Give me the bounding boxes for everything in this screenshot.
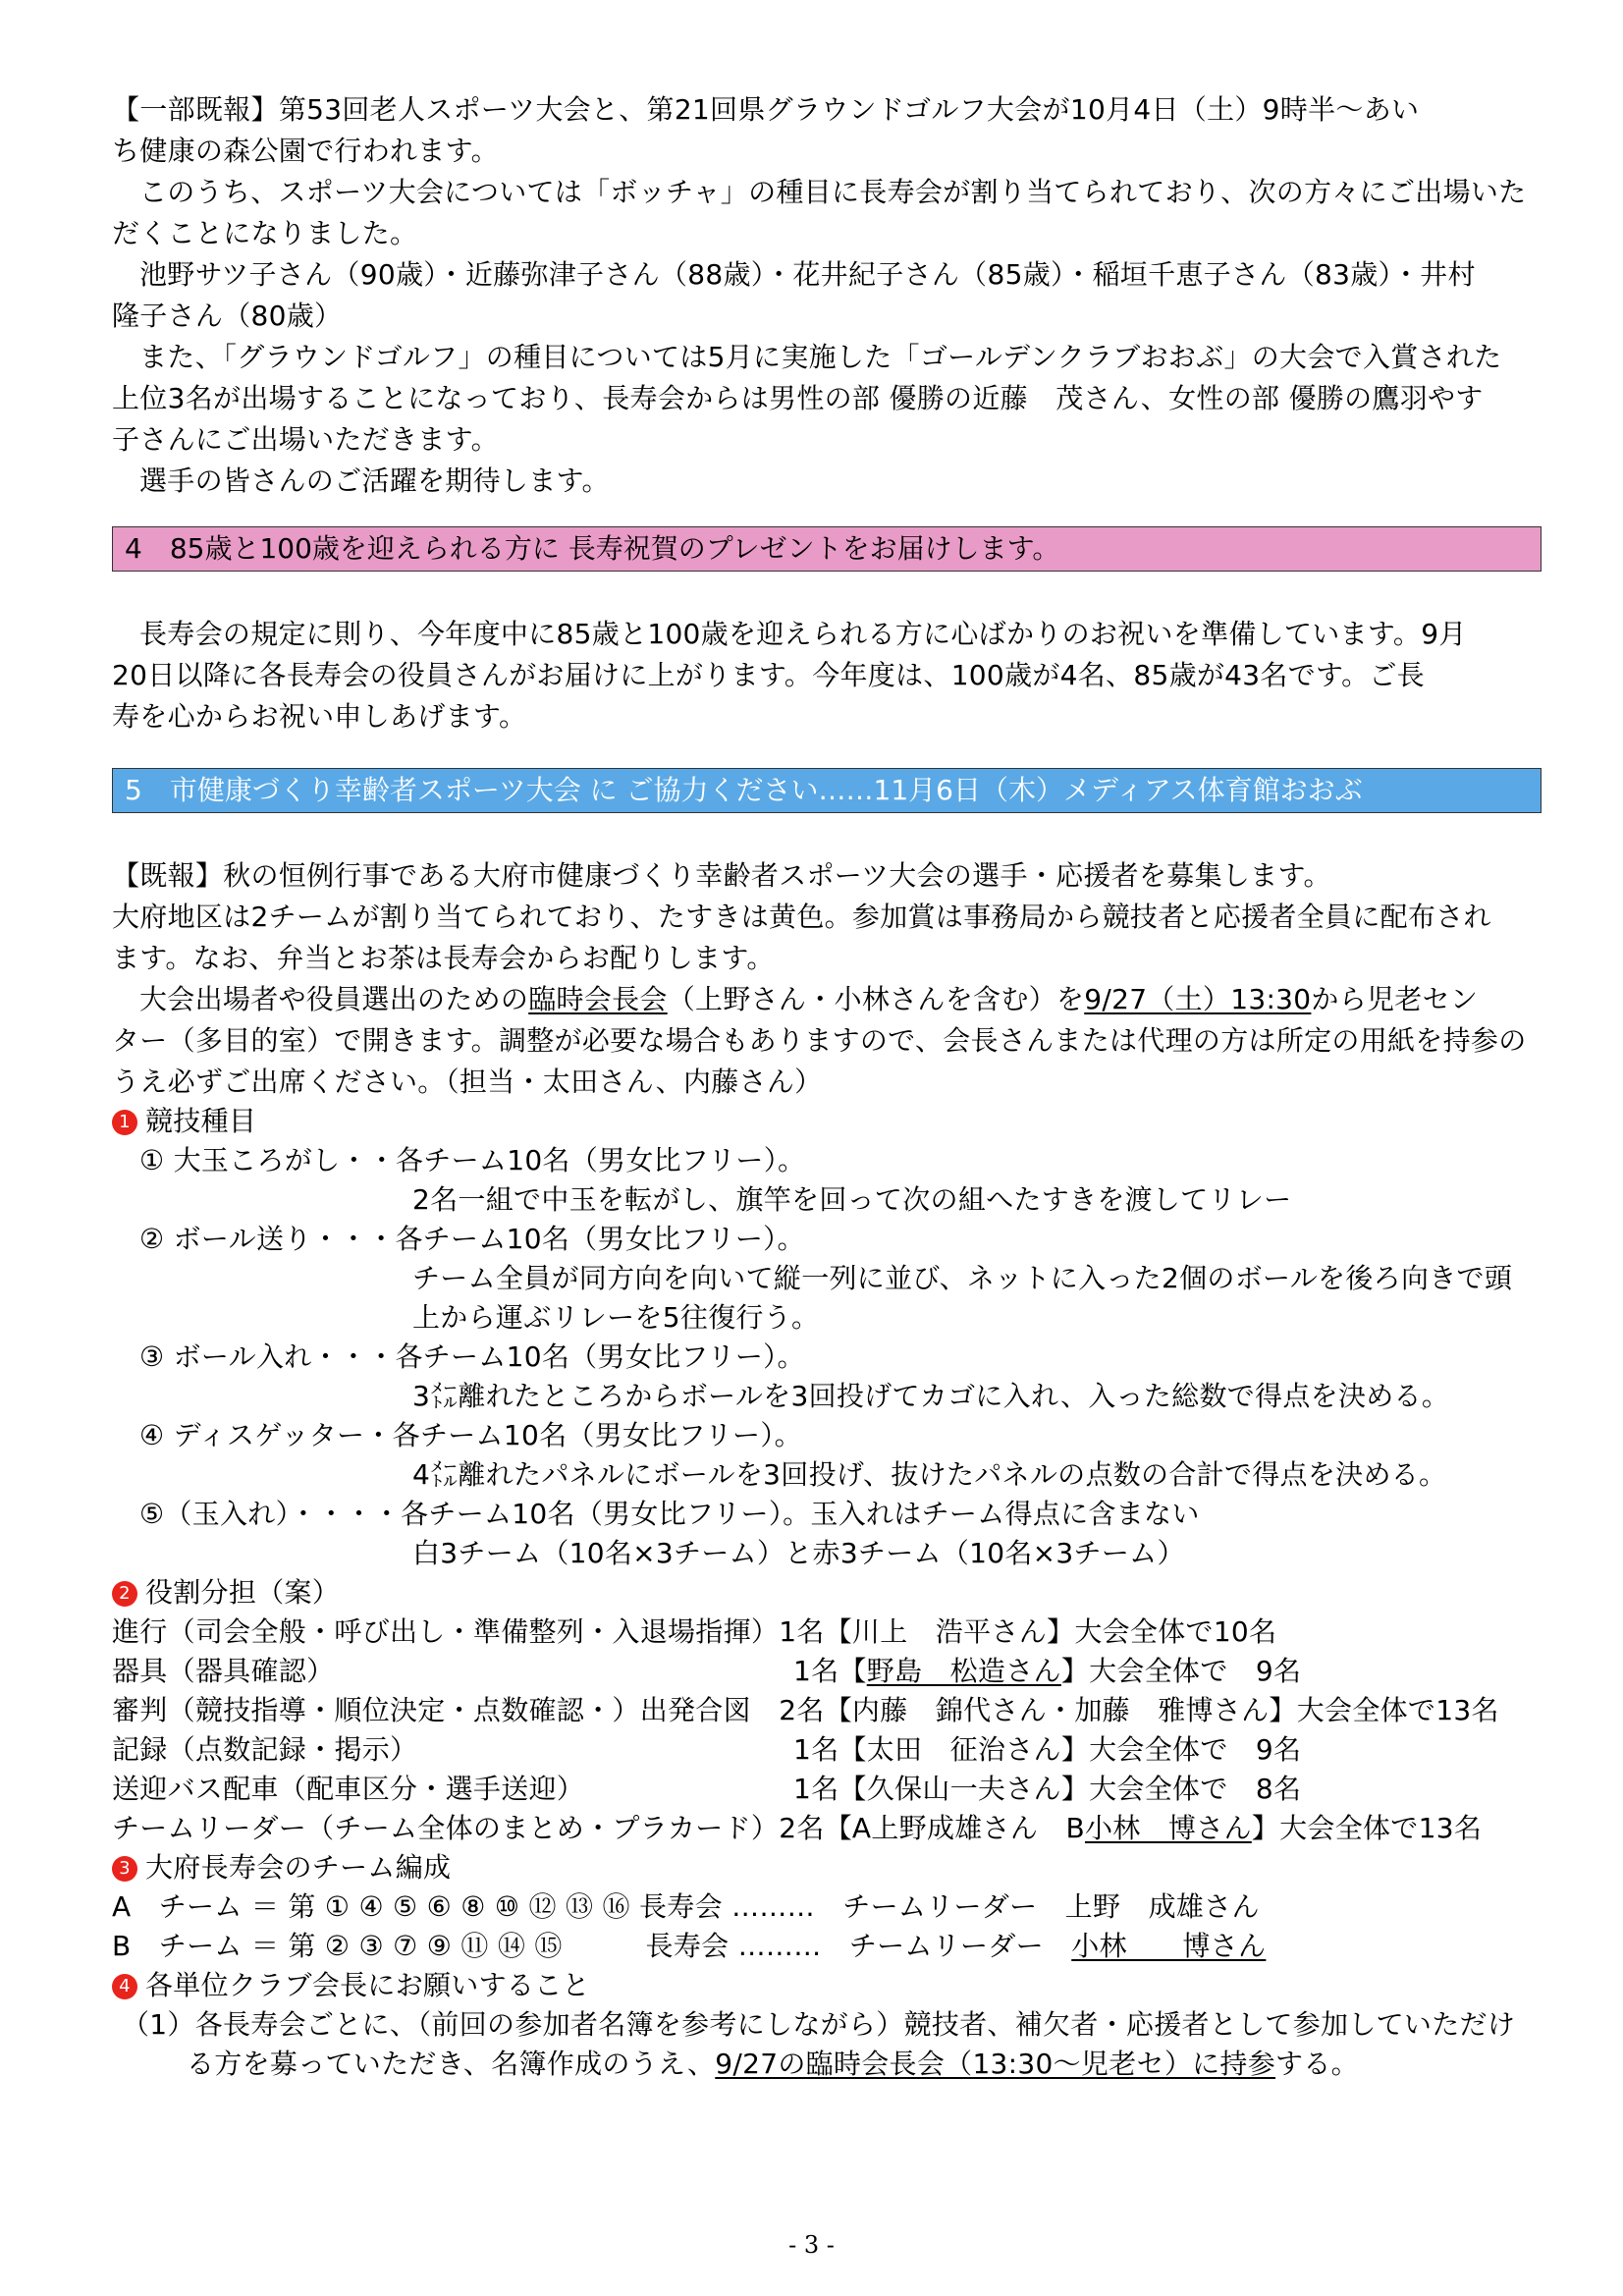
section-4-header: 4 85歳と100歳を迎えられる方に 長寿祝賀のプレゼントをお届けします。 [112,526,1542,572]
role-team-leader [112,1810,1482,1847]
teams-title: 大府長寿会のチーム編成 [145,1851,452,1884]
sec5-intro-2: 大府地区は2チームが割り当てられており、たすきは黄色。参加賞は事務局から競技者と応援者全員に配布され [112,901,1491,933]
sec3-line-1-text: 第53回老人スポーツ大会と、第21回県グラウンドゴルフ大会が10月4日（土）9時半～あい [278,93,1420,126]
event-1-line-b: 2名一組で中玉を転がし、旗竿を回って次の組へたすきを渡してリレー [412,1183,1292,1216]
role-referee: 審判（競技指導・順位決定・点数確認・）出発合図 2名【内藤 錦代さん・加藤 雅博さん】大会全体で13名 [112,1694,1499,1726]
event-2-line-c: 上から運ぶリレーを5往復行う。 [412,1301,820,1334]
events-heading [112,1103,256,1140]
event-3-line-b: 3㍍離れたところからボールを3回投げてカゴに入れ、入った総数で得点を決める。 [412,1380,1450,1412]
page-number: - 3 - [788,2231,835,2259]
event-4-line-b: 4㍍離れたパネルにボールを3回投げ、抜けたパネルの点数の合計で得点を決める。 [412,1458,1447,1491]
request-1-part-a: る方を募っていただき、名簿作成のうえ、 [187,2048,716,2080]
sec3-line-4: だくことになりました。 [112,217,418,249]
event-4-line-a: ④ ディスゲッター・各チーム10名（男女比フリー）。 [139,1419,802,1451]
section-5-header: 5 市健康づくり幸齢者スポーツ大会 に ご協力ください……11月6日（木）メディアス体育館おおぶ [112,768,1542,813]
team-b-leader: 小林 博さん [1071,1930,1267,1962]
request-1-line-a: （1）各長寿会ごとに、（前回の参加者名簿を参考にしながら）競技者、補欠者・応援者として参加していただけ [122,2008,1516,2041]
sec3-tag: 【一部既報】 [112,93,279,126]
badge-1-icon: 1 [112,1110,137,1135]
sec5-intro-5: ター（多目的室）で開きます。調整が必要な場合もありますので、会長さんまたは代理の方は所定の用紙を持参の [112,1024,1527,1057]
requests-heading [112,1967,590,2004]
sec3-line-6: 隆子さん（80歳） [112,300,343,332]
role-equipment-count: 1名【 [793,1655,867,1687]
intro-4-part-e: から児老セン [1311,983,1479,1015]
event-5-line-a: ⑤（玉入れ）・・・・各チーム10名（男女比フリー）。玉入れはチーム得点に含まない [139,1498,1200,1530]
sec4-line-3: 寿を心からお祝い申しあげます。 [112,700,527,733]
sec3-line-2: ち健康の森公園で行われます。 [112,135,499,167]
sec5-intro-3: ます。なお、弁当とお茶は長寿会からお配りします。 [112,942,775,974]
event-1-line-a: ① 大玉ころがし・・各チーム10名（男女比フリー）。 [139,1144,806,1176]
event-2-line-a: ② ボール送り・・・各チーム10名（男女比フリー）。 [139,1223,805,1255]
role-team-leader-b: 小林 博さん [1084,1812,1252,1844]
teams-heading [112,1849,451,1886]
role-equipment-person: 野島 松造さん [866,1655,1061,1687]
sec5-intro-4 [139,981,1478,1018]
role-team-leader-a: チームリーダー（チーム全体のまとめ・プラカード）2名【A上野成雄さん B [112,1812,1085,1844]
role-record-label: 記録（点数記録・掲示） [112,1733,418,1766]
request-1-part-c: する。 [1275,2048,1359,2080]
team-b-row [112,1928,1266,1965]
role-record-detail: 1名【太田 征治さん】大会全体で 9名 [793,1733,1302,1766]
intro-4-part-c: （上野さん・小林さんを含む）を [667,983,1085,1015]
role-equipment-total: 】大会全体で 9名 [1060,1655,1302,1687]
sec3-line-5: 池野サツ子さん（90歳）・近藤弥津子さん（88歳）・花井紀子さん（85歳）・稲垣千恵子さん（83歳）・井村 [139,258,1476,291]
sec3-line-1 [112,91,1419,129]
badge-4-icon: 4 [112,1974,137,1999]
role-bus-detail: 1名【久保山一夫さん】大会全体で 8名 [793,1773,1302,1805]
event-2-line-b: チーム全員が同方向を向いて縦一列に並び、ネットに入った2個のボールを後ろ向きで頭 [412,1262,1513,1294]
role-progress: 進行（司会全般・呼び出し・準備整列・入退場指揮）1名【川上 浩平さん】大会全体で10名 [112,1615,1277,1648]
sec3-line-9: 子さんにご出場いただきます。 [112,423,499,456]
roles-heading [112,1574,340,1612]
sec5-intro-1: 【既報】秋の恒例行事である大府市健康づくり幸齢者スポーツ大会の選手・応援者を募集します。 [112,859,1331,892]
meeting-datetime: 9/27（土）13:30 [1084,983,1312,1015]
role-bus-label: 送迎バス配車（配車区分・選手送迎） [112,1773,585,1805]
intro-4-part-a: 大会出場者や役員選出のための [139,983,529,1015]
roles-title: 役割分担（案） [145,1576,341,1609]
team-b-text: B チーム ＝ 第 ② ③ ⑦ ⑨ ⑪ ⑭ ⑮ 長寿会 ……… チームリーダー [112,1930,1072,1962]
meeting-name: 臨時会長会 [528,983,668,1015]
team-a-row: A チーム ＝ 第 ① ④ ⑤ ⑥ ⑧ ⑩ ⑫ ⑬ ⑯ 長寿会 ……… チームリーダー 上野 成雄さん [112,1890,1260,1923]
role-equipment-detail [793,1653,1301,1690]
event-5-line-b: 白3チーム（10名×3チーム）と赤3チーム（10名×3チーム） [412,1537,1185,1569]
role-equipment-label: 器具（器具確認） [112,1655,335,1687]
events-title: 競技種目 [145,1105,257,1137]
sec5-intro-6: うえ必ずご出席ください。（担当・太田さん、内藤さん） [112,1066,823,1098]
request-1-deadline: 9/27の臨時会長会（13:30～児老セ）に持参 [715,2048,1276,2080]
event-3-line-a: ③ ボール入れ・・・各チーム10名（男女比フリー）。 [139,1340,805,1373]
request-1-line-b [187,2046,1359,2083]
requests-title: 各単位クラブ会長にお願いすること [145,1969,590,2001]
sec4-line-2: 20日以降に各長寿会の役員さんがお届けに上がります。今年度は、100歳が4名、85歳が43名です。ご長 [112,659,1425,691]
badge-2-icon: 2 [112,1581,137,1607]
role-team-leader-total: 】大会全体で13名 [1251,1812,1483,1844]
sec3-line-7: また、「グラウンドゴルフ」の種目については5月に実施した「ゴールデンクラブおおぶ」の大会で入賞された [139,341,1502,373]
sec3-line-10: 選手の皆さんのご活躍を期待します。 [139,465,610,497]
sec3-line-3: このうち、スポーツ大会については「ボッチャ」の種目に長寿会が割り当てられており、次の方々にご出場いた [139,176,1527,208]
sec3-line-8: 上位3名が出場することになっており、長寿会からは男性の部 優勝の近藤 茂さん、女性の部 優勝の鷹羽やす [112,382,1484,414]
sec4-line-1: 長寿会の規定に則り、今年度中に85歳と100歳を迎えられる方に心ばかりのお祝いを準備しています。9月 [139,618,1467,650]
badge-3-icon: 3 [112,1856,137,1882]
